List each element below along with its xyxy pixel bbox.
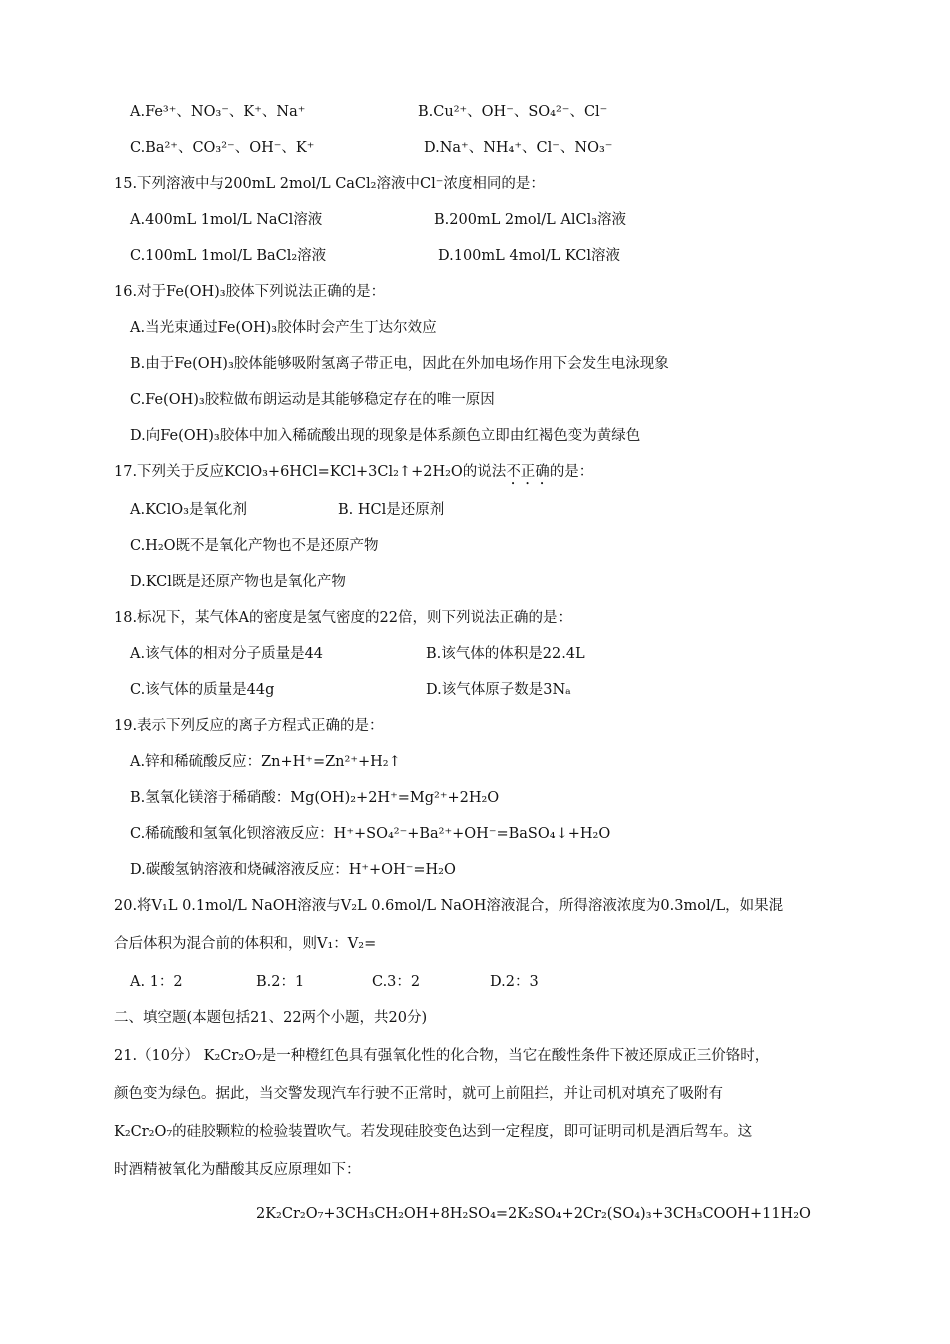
q20-option-a: A. 1：2 [130, 974, 183, 990]
q19-stem: 19.表示下列反应的离子方程式正确的是： [114, 718, 384, 734]
q21-line3: K₂Cr₂O₇的硅胶颗粒的检验装置吹气。若发现硅胶变色达到一定程度，即可证明司机是酒后驾车。这 [114, 1124, 753, 1140]
q18-option-d: D.该气体原子数是3Nₐ [426, 682, 571, 698]
q17-stem-post: 的是： [549, 464, 594, 480]
q16-option-a: A.当光束通过Fe(OH)₃胶体时会产生丁达尔效应 [130, 320, 437, 336]
q16-option-b: B.由于Fe(OH)₃胶体能够吸附氢离子带正电，因此在外加电场作用下会发生电泳现象 [130, 356, 669, 372]
q21-line4: 时酒精被氧化为醋酸其反应原理如下： [114, 1162, 361, 1178]
q17-option-a: A.KClO₃是氧化剂 [130, 502, 247, 518]
q20-stem-line1: 20.将V₁L 0.1mol/L NaOH溶液与V₂L 0.6mol/L NaOH溶液混合，所得溶液浓度为0.3mol/L，如果混 [114, 898, 784, 914]
q21-equation: 2K₂Cr₂O₇+3CH₃CH₂OH+8H₂SO₄=2K₂SO₄+2Cr₂(SO₄)₃+3CH₃COOH+11H₂O [256, 1206, 811, 1222]
q21-line2: 颜色变为绿色。据此，当交警发现汽车行驶不正常时，就可上前阻拦，并让司机对填充了吸附有 [114, 1086, 723, 1102]
q20-option-d: D.2：3 [490, 974, 539, 990]
q19-option-c: C.稀硫酸和氢氧化钡溶液反应：H⁺+SO₄²⁻+Ba²⁺+OH⁻=BaSO₄↓+H₂O [130, 826, 611, 842]
q18-option-b: B.该气体的体积是22.4L [426, 646, 585, 662]
q14-option-a: A.Fe³⁺、NO₃⁻、K⁺、Na⁺ [130, 104, 306, 120]
q21-line1: 21.（10分） K₂Cr₂O₇是一种橙红色具有强氧化性的化合物，当它在酸性条件下被还原成正三价铬时， [114, 1048, 770, 1064]
q16-option-c: C.Fe(OH)₃胶粒做布朗运动是其能够稳定存在的唯一原因 [130, 392, 495, 408]
q15-option-d: D.100mL 4mol/L KCl溶液 [438, 248, 621, 264]
q19-option-d: D.碳酸氢钠溶液和烧碱溶液反应：H⁺+OH⁻=H₂O [130, 862, 456, 878]
q19-option-a: A.锌和稀硫酸反应：Zn+H⁺=Zn²⁺+H₂↑ [130, 754, 401, 770]
q18-stem: 18.标况下，某气体A的密度是氢气密度的22倍，则下列说法正确的是： [114, 610, 572, 626]
q17-stem [114, 462, 593, 488]
q16-option-d: D.向Fe(OH)₃胶体中加入稀硫酸出现的现象是体系颜色立即由红褐色变为黄绿色 [130, 428, 641, 444]
q14-option-b: B.Cu²⁺、OH⁻、SO₄²⁻、Cl⁻ [418, 104, 608, 120]
q15-option-b: B.200mL 2mol/L AlCl₃溶液 [434, 212, 627, 228]
q14-option-c: C.Ba²⁺、CO₃²⁻、OH⁻、K⁺ [130, 140, 315, 156]
q15-option-c: C.100mL 1mol/L BaCl₂溶液 [130, 248, 327, 264]
q18-option-a: A.该气体的相对分子质量是44 [130, 646, 324, 662]
q17-option-d: D.KCl既是还原产物也是氧化产物 [130, 574, 346, 590]
q17-stem-pre: 17.下列关于反应KClO₃+6HCl=KCl+3Cl₂↑+2H₂O的说法 [114, 464, 507, 480]
q17-stem-emphasis: 不正确 [506, 464, 550, 480]
section-2-heading: 二、填空题(本题包括21、22两个小题，共20分) [114, 1010, 428, 1026]
q14-option-d: D.Na⁺、NH₄⁺、Cl⁻、NO₃⁻ [424, 140, 613, 156]
q17-option-b: B. HCl是还原剂 [338, 502, 445, 518]
q20-option-c: C.3：2 [372, 974, 421, 990]
q18-option-c: C.该气体的质量是44g [130, 682, 275, 698]
q19-option-b: B.氢氧化镁溶于稀硝酸：Mg(OH)₂+2H⁺=Mg²⁺+2H₂O [130, 790, 500, 806]
q20-stem-line2: 合后体积为混合前的体积和，则V₁：V₂= [114, 936, 377, 952]
q20-option-b: B.2：1 [256, 974, 305, 990]
q17-option-c: C.H₂O既不是氧化产物也不是还原产物 [130, 538, 379, 554]
q15-option-a: A.400mL 1mol/L NaCl溶液 [130, 212, 323, 228]
q15-stem: 15.下列溶液中与200mL 2mol/L CaCl₂溶液中Cl⁻浓度相同的是： [114, 176, 545, 192]
q16-stem: 16.对于Fe(OH)₃胶体下列说法正确的是： [114, 284, 386, 300]
